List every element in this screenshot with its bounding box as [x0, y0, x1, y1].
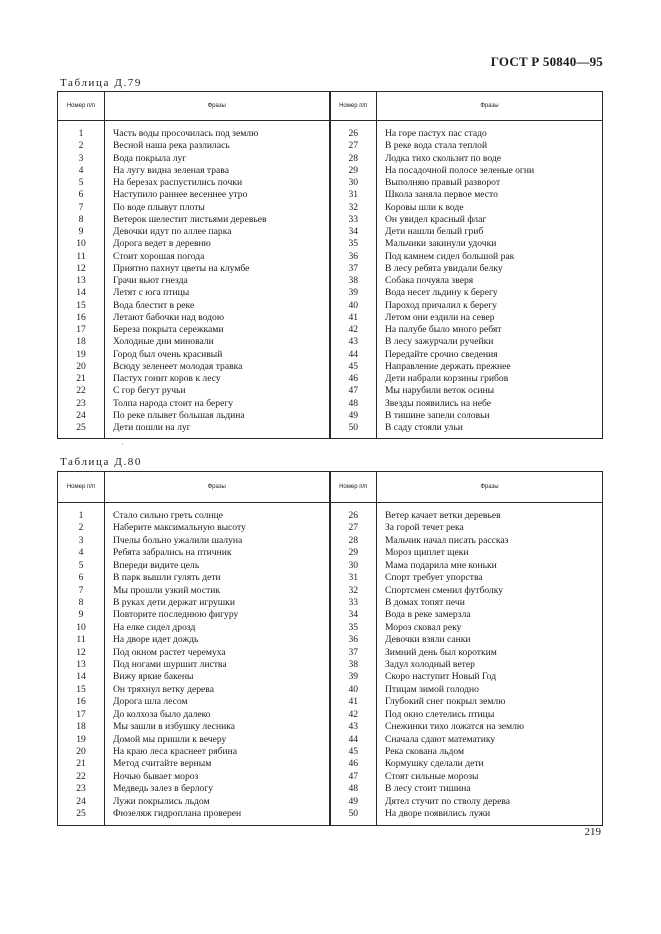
- table-row: [58, 535, 603, 547]
- row-number: 14: [58, 287, 105, 299]
- row-number: 35: [330, 622, 377, 634]
- phrase-text: Снежинки тихо ложатся на землю: [377, 721, 603, 733]
- phrase-text: Мы нарубили веток осины: [377, 385, 603, 397]
- row-number: 34: [330, 226, 377, 238]
- row-number: 38: [330, 275, 377, 287]
- table-row: [58, 709, 603, 721]
- table-row: [58, 783, 603, 795]
- phrase-text: Приятно пахнут цветы на клумбе: [105, 263, 330, 275]
- phrase-text: Скоро наступит Новый Год: [377, 671, 603, 683]
- row-number: 48: [330, 398, 377, 410]
- row-number: 25: [58, 808, 105, 820]
- table-row: [58, 547, 603, 559]
- phrase-text: На елке сидел дрозд: [105, 622, 330, 634]
- row-number: 41: [330, 696, 377, 708]
- phrase-text: Стоят сильные морозы: [377, 771, 603, 783]
- phrase-text: Спортсмен сменил футболку: [377, 585, 603, 597]
- phrase-text: На краю леса краснеет рябина: [105, 746, 330, 758]
- row-number: 33: [330, 214, 377, 226]
- row-number: 29: [330, 165, 377, 177]
- row-number: 12: [58, 647, 105, 659]
- column-header-phrases: Фразы: [105, 472, 330, 503]
- phrase-text: В парк вышли гулять дети: [105, 572, 330, 584]
- row-number: 37: [330, 263, 377, 275]
- phrase-text: Фюзеляж гидроплана проверен: [105, 808, 330, 820]
- row-number: 28: [330, 535, 377, 547]
- row-number: 39: [330, 671, 377, 683]
- phrase-text: Ветерок шелестит листьями деревьев: [105, 214, 330, 226]
- table-row: [58, 634, 603, 646]
- phrase-text: Дети набрали корзины грибов: [377, 373, 603, 385]
- row-number: 15: [58, 684, 105, 696]
- phrase-text: Всюду зеленеет молодая травка: [105, 361, 330, 373]
- phrase-text: Грачи вьют гнезда: [105, 275, 330, 287]
- phrase-text: Дорога ведет в деревню: [105, 238, 330, 250]
- table-row: [58, 226, 603, 238]
- table-row: [58, 263, 603, 275]
- row-number: 31: [330, 189, 377, 201]
- column-header-number: Номер п/п: [58, 472, 105, 503]
- column-header-number: Номер п/п: [330, 472, 377, 503]
- phrase-text: Мороз щиплет щеки: [377, 547, 603, 559]
- row-number: 41: [330, 312, 377, 324]
- row-number: 42: [330, 709, 377, 721]
- table-row: [58, 510, 603, 522]
- phrase-text: Под окно слетелись птицы: [377, 709, 603, 721]
- row-number: 10: [58, 238, 105, 250]
- phrase-text: Кормушку сделали дети: [377, 758, 603, 770]
- row-number: 3: [58, 153, 105, 165]
- phrase-text: Город был очень красивый: [105, 349, 330, 361]
- row-number: 46: [330, 758, 377, 770]
- row-number: 30: [330, 177, 377, 189]
- row-number: 18: [58, 721, 105, 733]
- row-number: 28: [330, 153, 377, 165]
- phrase-text: Домой мы пришли к вечеру: [105, 734, 330, 746]
- table-row: [58, 758, 603, 770]
- table-row: [58, 659, 603, 671]
- row-number: 27: [330, 522, 377, 534]
- row-number: 24: [58, 410, 105, 422]
- row-number: 39: [330, 287, 377, 299]
- phrase-text: Толпа народа стоит на берегу: [105, 398, 330, 410]
- table-row: [58, 202, 603, 214]
- phrase-text: На березах распустились почки: [105, 177, 330, 189]
- row-number: 9: [58, 609, 105, 621]
- phrase-text: В лесу зажурчали ручейки: [377, 336, 603, 348]
- phrase-text: По реке плывет большая льдина: [105, 410, 330, 422]
- table-row: [58, 140, 603, 152]
- row-number: 13: [58, 275, 105, 287]
- phrase-text: Мороз сковал реку: [377, 622, 603, 634]
- row-number: 21: [58, 373, 105, 385]
- phrase-text: Мама подарила мне коньки: [377, 560, 603, 572]
- row-number: 49: [330, 410, 377, 422]
- table-row: [58, 238, 603, 250]
- phrase-text: В лесу ребята увидали белку: [377, 263, 603, 275]
- phrase-text: До колхоза было далеко: [105, 709, 330, 721]
- table-row: [58, 312, 603, 324]
- table-row: [58, 684, 603, 696]
- row-number: 4: [58, 547, 105, 559]
- phrase-text: Девочки взяли санки: [377, 634, 603, 646]
- table-row: [58, 189, 603, 201]
- row-number: 35: [330, 238, 377, 250]
- row-number: 49: [330, 796, 377, 808]
- row-number: 19: [58, 349, 105, 361]
- phrase-table-d80: [57, 471, 603, 826]
- column-header-number: Номер п/п: [330, 92, 377, 121]
- phrase-text: Вода в реке замерзла: [377, 609, 603, 621]
- phrase-text: На дворе идет дождь: [105, 634, 330, 646]
- phrase-text: Лужи покрылись льдом: [105, 796, 330, 808]
- column-header-phrases: Фразы: [377, 472, 603, 503]
- table-row: [58, 385, 603, 397]
- row-number: 5: [58, 560, 105, 572]
- phrase-text: Он тряхнул ветку дерева: [105, 684, 330, 696]
- table-row: [58, 287, 603, 299]
- phrase-text: На дворе появились лужи: [377, 808, 603, 820]
- phrase-text: Дети нашли белый гриб: [377, 226, 603, 238]
- table-row: [58, 349, 603, 361]
- phrase-text: Направление держать прежнее: [377, 361, 603, 373]
- stray-mark: ·: [121, 440, 124, 449]
- phrase-text: Наберите максимальную высоту: [105, 522, 330, 534]
- phrase-text: Девочки идут по аллее парка: [105, 226, 330, 238]
- row-number: 40: [330, 684, 377, 696]
- phrase-text: Мы зашли в избушку лесника: [105, 721, 330, 733]
- phrase-text: Под окном растет черемуха: [105, 647, 330, 659]
- phrase-text: За горой течет река: [377, 522, 603, 534]
- phrase-text: С гор бегут ручьи: [105, 385, 330, 397]
- phrase-text: Спорт требует упорства: [377, 572, 603, 584]
- row-number: 47: [330, 771, 377, 783]
- row-number: 30: [330, 560, 377, 572]
- phrase-text: В реке вода стала теплой: [377, 140, 603, 152]
- row-number: 45: [330, 746, 377, 758]
- phrase-text: Коровы шли к воде: [377, 202, 603, 214]
- row-number: 23: [58, 398, 105, 410]
- row-number: 40: [330, 300, 377, 312]
- table-row: [58, 128, 603, 140]
- phrase-text: Пчелы больно ужалили шалуна: [105, 535, 330, 547]
- phrase-text: Пастух гонит коров к лесу: [105, 373, 330, 385]
- table-row: [58, 177, 603, 189]
- phrase-text: В домах топят печи: [377, 597, 603, 609]
- table-row: [58, 361, 603, 373]
- phrase-text: Дятел стучит по стволу дерева: [377, 796, 603, 808]
- phrase-text: В саду стояли ульи: [377, 422, 603, 434]
- table-row: [58, 165, 603, 177]
- row-number: 38: [330, 659, 377, 671]
- table-row: [58, 324, 603, 336]
- phrase-text: Повторите последнюю фигуру: [105, 609, 330, 621]
- column-header-number: Номер п/п: [58, 92, 105, 121]
- phrase-text: В руках дети держат игрушки: [105, 597, 330, 609]
- phrase-text: Мальчики закинули удочки: [377, 238, 603, 250]
- row-number: 11: [58, 634, 105, 646]
- phrase-text: Впереди видите цель: [105, 560, 330, 572]
- table-row: [58, 609, 603, 621]
- row-number: 34: [330, 609, 377, 621]
- row-number: 16: [58, 312, 105, 324]
- phrase-text: На палубе было много ребят: [377, 324, 603, 336]
- phrase-text: Дорога шла лесом: [105, 696, 330, 708]
- row-number: 8: [58, 214, 105, 226]
- table-row: [58, 275, 603, 287]
- row-number: 32: [330, 202, 377, 214]
- phrase-text: Метод считайте верным: [105, 758, 330, 770]
- table-row: [58, 153, 603, 165]
- phrase-text: Собака почуяла зверя: [377, 275, 603, 287]
- row-number: 16: [58, 696, 105, 708]
- row-number: 25: [58, 422, 105, 434]
- phrase-text: Пароход причалил к берегу: [377, 300, 603, 312]
- row-number: 2: [58, 140, 105, 152]
- phrase-text: Летят с юга птицы: [105, 287, 330, 299]
- table-row: [58, 522, 603, 534]
- row-number: 29: [330, 547, 377, 559]
- row-number: 50: [330, 808, 377, 820]
- phrase-text: Передайте срочно сведения: [377, 349, 603, 361]
- row-number: 26: [330, 510, 377, 522]
- row-number: 19: [58, 734, 105, 746]
- row-number: 31: [330, 572, 377, 584]
- table-row: [58, 746, 603, 758]
- row-number: 26: [330, 128, 377, 140]
- row-number: 6: [58, 572, 105, 584]
- phrase-text: Зимний день был коротким: [377, 647, 603, 659]
- row-number: 4: [58, 165, 105, 177]
- row-number: 43: [330, 336, 377, 348]
- phrase-text: Береза покрыта сережками: [105, 324, 330, 336]
- row-number: 43: [330, 721, 377, 733]
- row-number: 8: [58, 597, 105, 609]
- phrase-text: Летают бабочки над водою: [105, 312, 330, 324]
- phrase-text: Мальчик начал писать рассказ: [377, 535, 603, 547]
- table-row: [58, 300, 603, 312]
- phrase-text: Под камнем сидел большой рак: [377, 251, 603, 263]
- row-number: 42: [330, 324, 377, 336]
- phrase-text: Вижу яркие бакены: [105, 671, 330, 683]
- phrase-table-d79: [57, 91, 603, 439]
- row-number: 22: [58, 385, 105, 397]
- table-row: [58, 734, 603, 746]
- row-number: 50: [330, 422, 377, 434]
- phrase-text: Глубокий снег покрыл землю: [377, 696, 603, 708]
- row-number: 37: [330, 647, 377, 659]
- row-number: 36: [330, 251, 377, 263]
- row-number: 44: [330, 734, 377, 746]
- table-row: [58, 808, 603, 820]
- table-row: [58, 336, 603, 348]
- phrase-text: Река скована льдом: [377, 746, 603, 758]
- table-row: [58, 560, 603, 572]
- row-number: 20: [58, 746, 105, 758]
- phrase-text: Лодка тихо скользит по воде: [377, 153, 603, 165]
- row-number: 15: [58, 300, 105, 312]
- phrase-text: Медведь залез в берлогу: [105, 783, 330, 795]
- row-number: 9: [58, 226, 105, 238]
- phrase-text: Школа заняла первое место: [377, 189, 603, 201]
- phrase-text: Стоит хорошая погода: [105, 251, 330, 263]
- row-number: 24: [58, 796, 105, 808]
- row-number: 17: [58, 709, 105, 721]
- page-number: 219: [584, 826, 601, 838]
- phrase-text: Вода несет льдину к берегу: [377, 287, 603, 299]
- table-row: [58, 771, 603, 783]
- phrase-text: На горе пастух пас стадо: [377, 128, 603, 140]
- phrase-text: Стало сильно греть солнце: [105, 510, 330, 522]
- table-row: [58, 410, 603, 422]
- row-number: 47: [330, 385, 377, 397]
- phrase-text: Птицам зимой голодно: [377, 684, 603, 696]
- row-number: 12: [58, 263, 105, 275]
- phrase-text: На лугу видна зеленая трава: [105, 165, 330, 177]
- table-row: [58, 671, 603, 683]
- row-number: 7: [58, 585, 105, 597]
- table-row: [58, 622, 603, 634]
- table-row: [58, 647, 603, 659]
- row-number: 1: [58, 510, 105, 522]
- table-caption-d79: Таблица Д.79: [60, 77, 142, 89]
- phrase-text: Задул холодный ветер: [377, 659, 603, 671]
- phrase-text: Выполняю правый разворот: [377, 177, 603, 189]
- row-number: 1: [58, 128, 105, 140]
- phrase-text: Холодные дни миновали: [105, 336, 330, 348]
- table-row: [58, 796, 603, 808]
- phrase-text: По воде плывут плоты: [105, 202, 330, 214]
- phrase-text: Он увидел красный флаг: [377, 214, 603, 226]
- phrase-text: Летом они ездили на север: [377, 312, 603, 324]
- row-number: 23: [58, 783, 105, 795]
- row-number: 22: [58, 771, 105, 783]
- row-number: 2: [58, 522, 105, 534]
- phrase-text: Мы прошли узкий мостик: [105, 585, 330, 597]
- phrase-text: В тишине запели соловьи: [377, 410, 603, 422]
- table-row: [58, 585, 603, 597]
- row-number: 11: [58, 251, 105, 263]
- phrase-text: Наступило раннее весеннее утро: [105, 189, 330, 201]
- table-row: [58, 572, 603, 584]
- row-number: 48: [330, 783, 377, 795]
- table-row: [58, 214, 603, 226]
- row-number: 32: [330, 585, 377, 597]
- phrase-text: Сначала сдают математику: [377, 734, 603, 746]
- phrase-text: Часть воды просочилась под землю: [105, 128, 330, 140]
- column-header-phrases: Фразы: [105, 92, 330, 121]
- phrase-text: Под ногами шуршит листва: [105, 659, 330, 671]
- table-row: [58, 721, 603, 733]
- phrase-text: Дети пошли на луг: [105, 422, 330, 434]
- row-number: 13: [58, 659, 105, 671]
- row-number: 36: [330, 634, 377, 646]
- phrase-text: Ночью бывает мороз: [105, 771, 330, 783]
- row-number: 45: [330, 361, 377, 373]
- row-number: 18: [58, 336, 105, 348]
- table-row: [58, 251, 603, 263]
- row-number: 10: [58, 622, 105, 634]
- table-row: [58, 422, 603, 434]
- table-row: [58, 398, 603, 410]
- row-number: 21: [58, 758, 105, 770]
- phrase-text: Ребята забрались на птичник: [105, 547, 330, 559]
- row-number: 33: [330, 597, 377, 609]
- row-number: 20: [58, 361, 105, 373]
- row-number: 3: [58, 535, 105, 547]
- table-caption-d80: Таблица Д.80: [60, 456, 142, 468]
- row-number: 44: [330, 349, 377, 361]
- column-header-phrases: Фразы: [377, 92, 603, 121]
- phrase-text: Вода покрыла луг: [105, 153, 330, 165]
- phrase-text: Ветер качает ветки деревьев: [377, 510, 603, 522]
- document-code: ГОСТ Р 50840—95: [490, 54, 603, 69]
- phrase-text: Звезды появились на небе: [377, 398, 603, 410]
- table-row: [58, 597, 603, 609]
- phrase-text: На посадочной полосе зеленые огни: [377, 165, 603, 177]
- row-number: 27: [330, 140, 377, 152]
- row-number: 17: [58, 324, 105, 336]
- row-number: 6: [58, 189, 105, 201]
- phrase-text: Весной наша река разлилась: [105, 140, 330, 152]
- row-number: 46: [330, 373, 377, 385]
- table-row: [58, 696, 603, 708]
- row-number: 7: [58, 202, 105, 214]
- phrase-text: Вода блестит в реке: [105, 300, 330, 312]
- row-number: 5: [58, 177, 105, 189]
- table-row: [58, 373, 603, 385]
- row-number: 14: [58, 671, 105, 683]
- phrase-text: В лесу стоит тишина: [377, 783, 603, 795]
